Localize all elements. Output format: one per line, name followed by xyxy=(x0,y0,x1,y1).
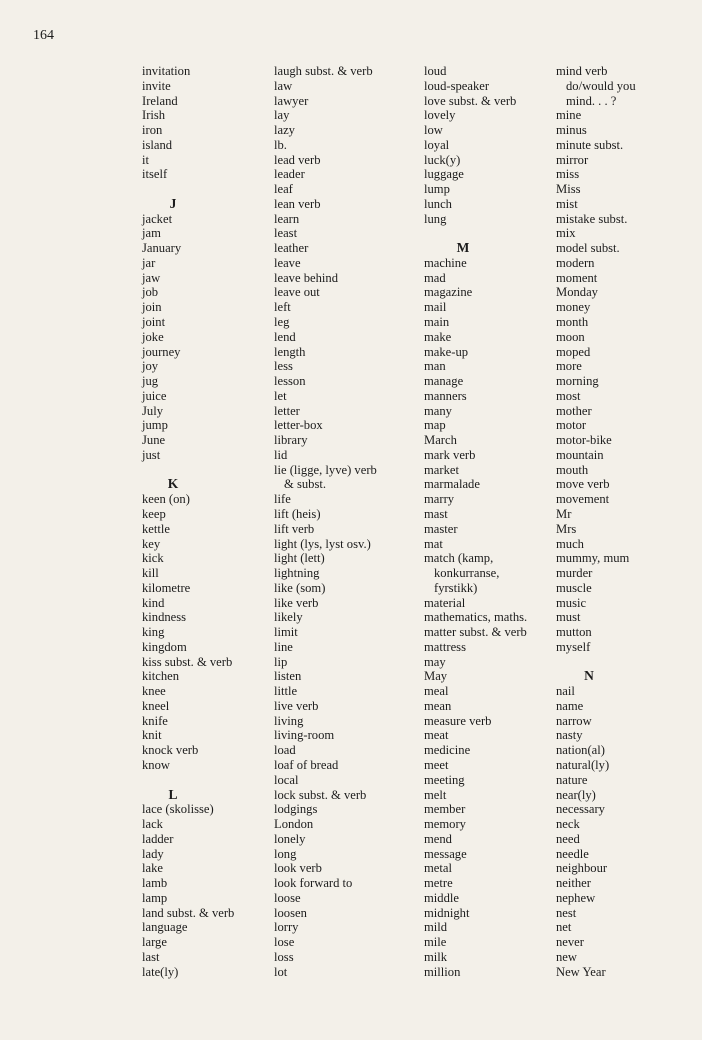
word-entry: member xyxy=(424,802,466,817)
word-entry: Monday xyxy=(556,285,598,300)
word-entry: lift (heis) xyxy=(274,506,321,521)
word-entry: most xyxy=(556,388,581,403)
word-entry: mark verb xyxy=(424,447,476,462)
word-entry: name xyxy=(556,698,584,713)
section-gap xyxy=(142,463,262,478)
word-entry: last xyxy=(142,949,160,964)
word-entry: neighbour xyxy=(556,861,608,876)
word-entry: love subst. & verb xyxy=(424,93,517,108)
word-entry: luggage xyxy=(424,167,464,182)
word-entry: lift verb xyxy=(274,521,315,536)
word-entry: market xyxy=(424,462,459,477)
word-entry: joy xyxy=(142,359,159,374)
word-entry: leaf xyxy=(274,182,293,197)
word-entry: must xyxy=(556,610,581,625)
word-entry: nature xyxy=(556,772,588,787)
word-entry: know xyxy=(142,757,170,772)
word-entry: minus xyxy=(556,123,587,138)
word-entry: nephew xyxy=(556,890,596,905)
word-entry: line xyxy=(274,639,293,654)
word-entry: lay xyxy=(274,108,290,123)
letter-heading: K xyxy=(167,476,179,492)
word-entry: mean xyxy=(424,698,452,713)
word-entry: more xyxy=(556,359,582,374)
word-entry: metal xyxy=(424,861,452,876)
word-entry: lose xyxy=(274,935,295,950)
word-entry: July xyxy=(142,403,163,418)
word-entry: ladder xyxy=(142,831,174,846)
word-entry: never xyxy=(556,935,584,950)
word-entry: lightning xyxy=(274,566,320,581)
word-entry: life xyxy=(274,492,291,507)
word-entry: matter subst. & verb xyxy=(424,625,527,640)
word-entry: loud xyxy=(424,64,447,78)
word-entry: lamp xyxy=(142,890,168,905)
word-entry: needle xyxy=(556,846,589,861)
word-entry: money xyxy=(556,300,591,315)
word-entry: mouth xyxy=(556,462,589,477)
page-number: 164 xyxy=(33,28,54,43)
word-entry: loss xyxy=(274,949,294,964)
word-entry: new xyxy=(556,949,577,964)
word-entry: lead verb xyxy=(274,152,321,167)
word-entry: meet xyxy=(424,757,449,772)
word-entry: narrow xyxy=(556,713,592,728)
word-entry: likely xyxy=(274,610,303,625)
word-entry: June xyxy=(142,433,166,448)
word-entry: journey xyxy=(142,344,181,359)
word-entry: land subst. & verb xyxy=(142,905,235,920)
word-entry: lid xyxy=(274,447,288,462)
word-entry: invitation xyxy=(142,64,191,78)
word-entry: lump xyxy=(424,182,450,197)
word-entry: modern xyxy=(556,255,595,270)
word-entry: loyal xyxy=(424,137,450,152)
word-entry: kneel xyxy=(142,698,170,713)
word-entry: light (lett) xyxy=(274,551,325,566)
word-entry: mild xyxy=(424,920,448,935)
word-entry: kind xyxy=(142,595,165,610)
word-entry: lodgings xyxy=(274,802,318,817)
word-entry: load xyxy=(274,743,296,758)
word-entry: meat xyxy=(424,728,449,743)
word-entry: net xyxy=(556,920,572,935)
word-entry: meeting xyxy=(424,772,465,787)
word-entry: key xyxy=(142,536,161,551)
word-entry: London xyxy=(274,817,314,832)
word-entry: memory xyxy=(424,817,466,832)
word-entry: lack xyxy=(142,817,163,832)
word-entry: magazine xyxy=(424,285,473,300)
word-entry: music xyxy=(556,595,587,610)
word-entry: kettle xyxy=(142,521,170,536)
letter-heading: N xyxy=(584,668,594,684)
word-entry: limit xyxy=(274,625,298,640)
word-entry: mirror xyxy=(556,152,589,167)
word-list-column-1 xyxy=(142,64,262,979)
word-entry: joke xyxy=(142,329,164,344)
word-entry: neither xyxy=(556,876,591,891)
section-gap xyxy=(142,773,262,788)
word-entry: like verb xyxy=(274,595,319,610)
word-entry: lovely xyxy=(424,108,456,123)
word-entry: midnight xyxy=(424,905,470,920)
entry-continuation: fyrstikk) xyxy=(434,580,478,595)
entry-continuation: konkurranse, xyxy=(434,566,500,581)
word-entry: loud-speaker xyxy=(424,78,490,93)
word-entry: mistake subst. xyxy=(556,211,628,226)
word-entry: murder xyxy=(556,566,593,581)
word-entry: lake xyxy=(142,861,163,876)
word-entry: mast xyxy=(424,506,448,521)
section-gap xyxy=(142,182,262,197)
word-entry: learn xyxy=(274,211,300,226)
word-entry: kingdom xyxy=(142,639,187,654)
word-entry: minute subst. xyxy=(556,137,624,152)
word-entry: joint xyxy=(142,315,166,330)
word-entry: knock verb xyxy=(142,743,199,758)
word-entry: middle xyxy=(424,890,459,905)
word-entry: myself xyxy=(556,639,591,654)
word-entry: letter-box xyxy=(274,418,323,433)
word-entry: mix xyxy=(556,226,576,241)
entry-continuation: mind. . . ? xyxy=(566,93,617,108)
word-entry: luck(y) xyxy=(424,152,461,167)
word-entry: jug xyxy=(142,374,159,389)
word-entry: muscle xyxy=(556,580,592,595)
word-entry: leader xyxy=(274,167,305,182)
word-entry: knee xyxy=(142,684,166,699)
word-entry: moment xyxy=(556,270,598,285)
word-entry: mad xyxy=(424,270,446,285)
word-entry: million xyxy=(424,964,461,979)
word-entry: mutton xyxy=(556,625,592,640)
word-entry: mile xyxy=(424,935,447,950)
word-entry: meal xyxy=(424,684,449,699)
word-entry: loose xyxy=(274,890,301,905)
word-entry: island xyxy=(142,137,173,152)
word-entry: make-up xyxy=(424,344,469,359)
word-entry: New Year xyxy=(556,964,606,979)
word-entry: manage xyxy=(424,374,464,389)
word-entry: natural(ly) xyxy=(556,757,610,772)
word-entry: nest xyxy=(556,905,577,920)
word-entry: local xyxy=(274,772,299,787)
word-entry: mathematics, maths. xyxy=(424,610,528,625)
word-entry: Irish xyxy=(142,108,166,123)
word-entry: material xyxy=(424,595,466,610)
word-entry: listen xyxy=(274,669,302,684)
word-entry: necessary xyxy=(556,802,605,817)
word-entry: mat xyxy=(424,536,443,551)
word-entry: nail xyxy=(556,684,575,699)
word-entry: lip xyxy=(274,654,288,669)
word-entry: metre xyxy=(424,876,453,891)
word-entry: living-room xyxy=(274,728,335,743)
word-entry: leave xyxy=(274,255,301,270)
word-entry: March xyxy=(424,433,457,448)
word-entry: jacket xyxy=(142,211,173,226)
word-entry: kilometre xyxy=(142,580,191,595)
word-entry: nation(al) xyxy=(556,743,605,758)
word-entry: letter xyxy=(274,403,300,418)
word-entry: measure verb xyxy=(424,713,492,728)
word-entry: jump xyxy=(142,418,168,433)
word-entry: leave out xyxy=(274,285,320,300)
word-entry: jar xyxy=(142,255,156,270)
word-entry: it xyxy=(142,152,149,167)
word-entry: itself xyxy=(142,167,168,182)
word-entry: kindness xyxy=(142,610,187,625)
word-entry: knit xyxy=(142,728,162,743)
word-entry: manners xyxy=(424,388,467,403)
word-entry: law xyxy=(274,78,293,93)
word-entry: mend xyxy=(424,831,452,846)
word-entry: make xyxy=(424,329,452,344)
word-list-column-2 xyxy=(274,64,404,979)
section-gap xyxy=(424,226,552,241)
word-entry: need xyxy=(556,831,580,846)
word-entry: long xyxy=(274,846,297,861)
word-entry: melt xyxy=(424,787,447,802)
word-entry: light (lys, lyst osv.) xyxy=(274,536,371,551)
word-entry: May xyxy=(424,669,448,684)
word-entry: lot xyxy=(274,964,288,979)
word-entry: lean verb xyxy=(274,196,321,211)
word-entry: knife xyxy=(142,713,168,728)
word-entry: lazy xyxy=(274,123,295,138)
word-entry: miss xyxy=(556,167,580,182)
section-gap xyxy=(556,655,676,670)
letter-heading: M xyxy=(456,240,470,256)
word-entry: lamb xyxy=(142,876,168,891)
word-entry: leave behind xyxy=(274,270,338,285)
word-entry: lesson xyxy=(274,374,306,389)
word-entry: main xyxy=(424,315,450,330)
word-entry: moon xyxy=(556,329,585,344)
word-entry: mist xyxy=(556,196,578,211)
word-entry: iron xyxy=(142,123,163,138)
word-entry: look forward to xyxy=(274,876,353,891)
word-entry: kiss subst. & verb xyxy=(142,654,233,669)
word-entry: marmalade xyxy=(424,477,480,492)
word-entry: neck xyxy=(556,817,580,832)
word-entry: jam xyxy=(142,226,161,241)
word-entry: kick xyxy=(142,551,164,566)
word-entry: lunch xyxy=(424,196,452,211)
word-entry: lung xyxy=(424,211,447,226)
word-entry: medicine xyxy=(424,743,471,758)
word-entry: mine xyxy=(556,108,582,123)
word-entry: mail xyxy=(424,300,447,315)
word-entry: little xyxy=(274,684,298,699)
word-entry: message xyxy=(424,846,467,861)
word-entry: left xyxy=(274,300,291,315)
word-entry: many xyxy=(424,403,452,418)
word-entry: loosen xyxy=(274,905,307,920)
word-entry: match (kamp, xyxy=(424,551,494,566)
word-entry: month xyxy=(556,315,589,330)
word-entry: large xyxy=(142,935,167,950)
letter-heading: J xyxy=(169,195,177,211)
word-entry: lace (skolisse) xyxy=(142,802,214,817)
word-entry: just xyxy=(142,447,161,462)
word-entry: lend xyxy=(274,329,296,344)
word-entry: master xyxy=(424,521,458,536)
word-entry: mattress xyxy=(424,639,466,654)
word-entry: less xyxy=(274,359,293,374)
word-entry: like (som) xyxy=(274,580,326,595)
word-entry: lock subst. & verb xyxy=(274,787,367,802)
word-entry: invite xyxy=(142,78,171,93)
word-entry: look verb xyxy=(274,861,322,876)
word-entry: late(ly) xyxy=(142,964,179,979)
word-entry: living xyxy=(274,713,304,728)
word-entry: low xyxy=(424,123,443,138)
word-entry: language xyxy=(142,920,188,935)
word-list-column-4 xyxy=(556,64,676,979)
word-entry: loaf of bread xyxy=(274,757,339,772)
word-entry: Mr xyxy=(556,506,572,521)
word-entry: motor xyxy=(556,418,587,433)
word-entry: Miss xyxy=(556,182,581,197)
word-entry: lie (ligge, lyve) verb xyxy=(274,462,377,477)
word-entry: may xyxy=(424,654,446,669)
letter-heading: L xyxy=(168,786,178,802)
word-entry: map xyxy=(424,418,446,433)
word-entry: lawyer xyxy=(274,93,309,108)
word-entry: laugh subst. & verb xyxy=(274,64,373,78)
word-entry: marry xyxy=(424,492,455,507)
word-list-column-3 xyxy=(424,64,552,979)
word-entry: let xyxy=(274,388,287,403)
word-entry: least xyxy=(274,226,298,241)
word-entry: keep xyxy=(142,506,166,521)
word-entry: movement xyxy=(556,492,610,507)
word-entry: morning xyxy=(556,374,599,389)
word-entry: lady xyxy=(142,846,164,861)
word-entry: moped xyxy=(556,344,591,359)
word-entry: mother xyxy=(556,403,592,418)
word-entry: move verb xyxy=(556,477,610,492)
word-entry: mind verb xyxy=(556,64,608,78)
word-entry: kitchen xyxy=(142,669,180,684)
word-entry: juice xyxy=(142,388,167,403)
word-entry: keen (on) xyxy=(142,492,190,507)
word-entry: jaw xyxy=(142,270,161,285)
entry-continuation: & subst. xyxy=(284,477,326,492)
word-entry: January xyxy=(142,241,182,256)
word-entry: lorry xyxy=(274,920,299,935)
word-entry: kill xyxy=(142,566,159,581)
word-entry: join xyxy=(142,300,162,315)
word-entry: motor-bike xyxy=(556,433,612,448)
word-entry: leg xyxy=(274,315,290,330)
word-entry: milk xyxy=(424,949,448,964)
word-entry: lonely xyxy=(274,831,306,846)
word-entry: king xyxy=(142,625,165,640)
word-entry: mummy, mum xyxy=(556,551,630,566)
word-entry: leather xyxy=(274,241,309,256)
word-entry: nasty xyxy=(556,728,583,743)
word-entry: near(ly) xyxy=(556,787,596,802)
word-entry: live verb xyxy=(274,698,319,713)
word-entry: lb. xyxy=(274,137,287,152)
word-entry: length xyxy=(274,344,306,359)
word-entry: Ireland xyxy=(142,93,178,108)
word-entry: model subst. xyxy=(556,241,620,256)
word-entry: Mrs xyxy=(556,521,577,536)
word-entry: library xyxy=(274,433,308,448)
word-entry: man xyxy=(424,359,446,374)
entry-continuation: do/would you xyxy=(566,78,636,93)
word-entry: machine xyxy=(424,255,467,270)
word-entry: job xyxy=(142,285,159,300)
word-entry: mountain xyxy=(556,447,604,462)
word-entry: much xyxy=(556,536,584,551)
